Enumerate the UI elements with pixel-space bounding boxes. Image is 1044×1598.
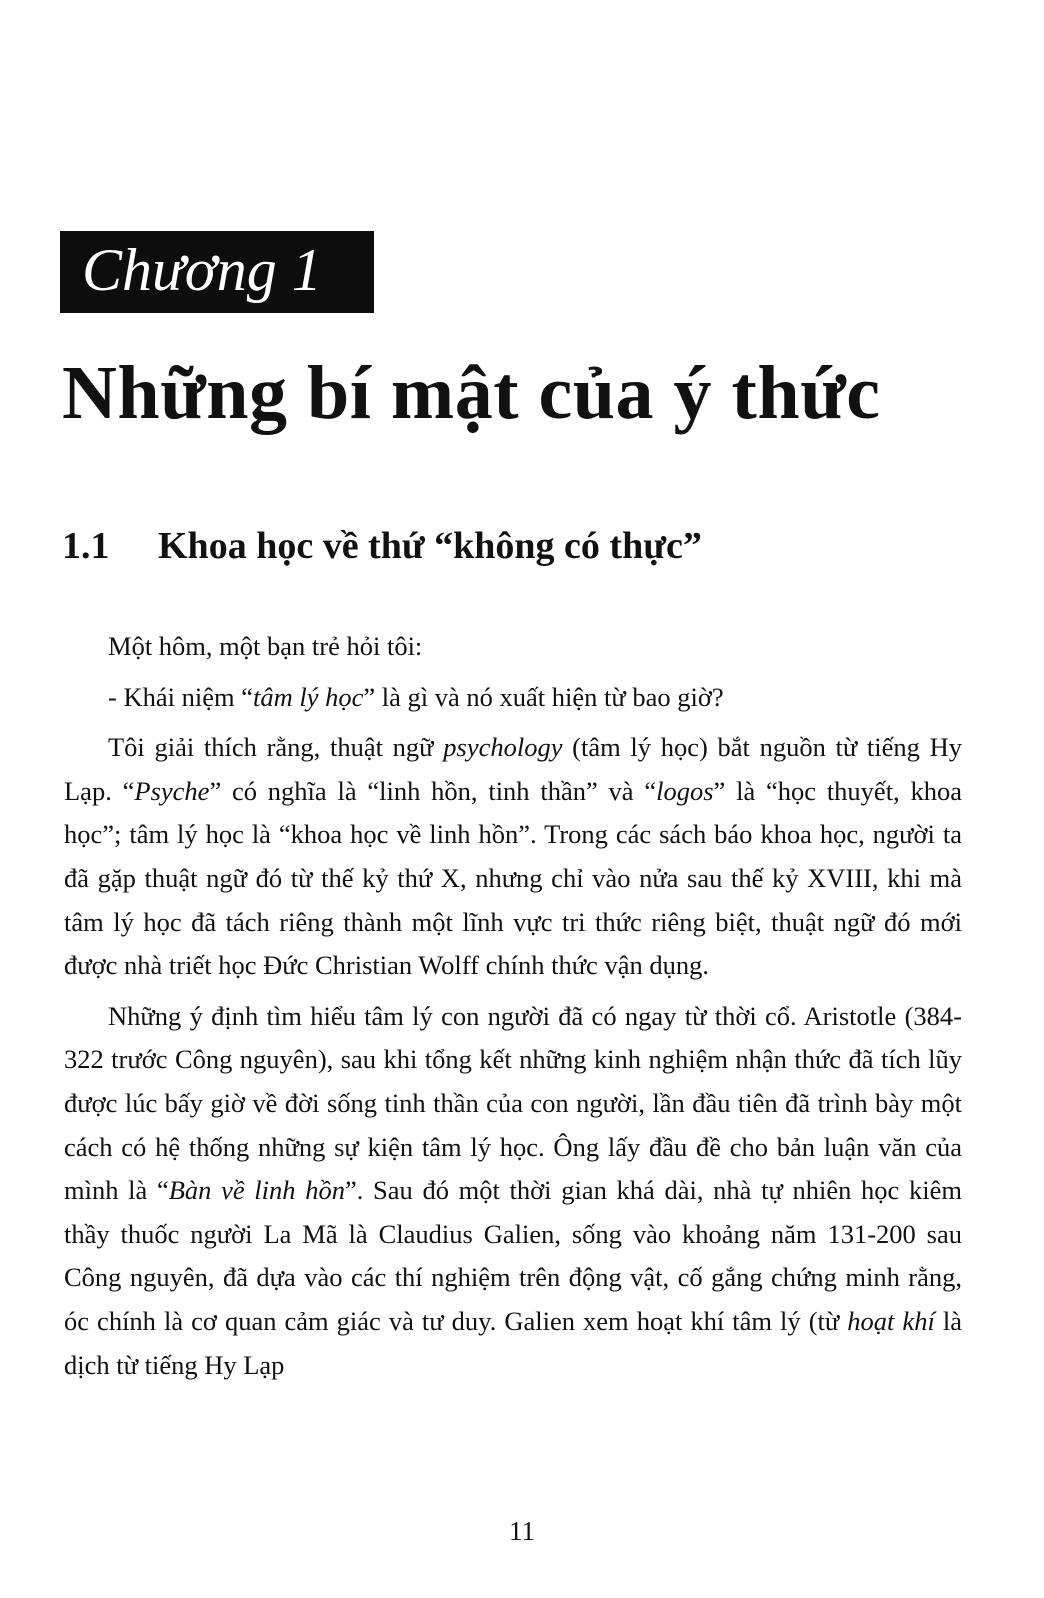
paragraph-text: Tôi giải thích rằng, thuật ngữ (108, 732, 444, 763)
paragraph-3 (64, 726, 962, 988)
body-text (64, 625, 962, 1394)
paragraph-text: ” có nghĩa là “linh hồn, tinh thần” và “ (209, 775, 657, 806)
section-heading (62, 521, 702, 571)
section-title: Khoa học về thứ “không có thực” (158, 525, 702, 567)
chapter-label-box (60, 231, 374, 313)
paragraph-1 (64, 625, 962, 669)
paragraph-text: Một hôm, một bạn trẻ hỏi tôi: (108, 631, 423, 661)
italic-term: tâm lý học (252, 681, 364, 712)
paragraph-text: ”. Sau đó một thời gian khá dài, nhà tự nhiên học kiêm thầy thuốc người La Mã là Claudius Galien, sống vào khoảng năm 131-200 sau Công nguyên, đã dựa vào các thí nghiệm trên động vật, cố gắng chứng minh rằng, óc chính là cơ quan cảm giác và tư duy. Galien xem hoạt khí tâm lý (từ (64, 1175, 962, 1336)
chapter-title: Những bí mật của ý thức (62, 351, 881, 435)
paragraph-text: ” là gì và nó xuất hiện từ bao giờ? (363, 681, 724, 712)
chapter-label: Chương 1 (82, 237, 322, 303)
italic-term: psychology (443, 732, 563, 763)
paragraph-text: (tâm lý học) bắt nguồn từ tiếng Hy Lạp. “ (64, 732, 962, 806)
italic-term: Psyche (134, 775, 210, 806)
paragraph-2 (64, 676, 962, 720)
italic-term: logos (656, 775, 714, 806)
section-number: 1.1 (62, 525, 110, 567)
paragraph-text: Những ý định tìm hiểu tâm lý con người đã có ngay từ thời cổ. Aristotle (384-322 trước Công nguyên), sau khi tổng kết những kinh nghiệm nhận thức đã tích lũy được lúc bấy giờ về đời sống tinh thần của con người, lần đầu tiên đã trình bày một cách có hệ thống những sự kiện tâm lý học. Ông lấy đầu đề cho bản luận văn của mình là “ (64, 1000, 962, 1206)
paragraph-text: là dịch từ tiếng Hy Lạp (64, 1305, 962, 1380)
italic-term: Bàn về linh hồn (168, 1175, 345, 1206)
paragraph-4 (64, 995, 962, 1387)
paragraph-text: - Khái niệm “ (108, 681, 253, 712)
paragraph-text: ” là “học thuyết, khoa học”; tâm lý học là “khoa học về linh hồn”. Trong các sách báo khoa học, người ta đã gặp thuật ngữ đó từ thế kỷ thứ X, nhưng chỉ vào nửa sau thế kỷ XVIII, khi mà tâm lý học đã tách riêng thành một lĩnh vực tri thức riêng biệt, thuật ngữ đó mới được nhà triết học Đức Christian Wolff chính thức vận dụng. (64, 775, 962, 981)
italic-term: hoạt khí (847, 1305, 935, 1336)
page-number: 11 (509, 1516, 535, 1546)
